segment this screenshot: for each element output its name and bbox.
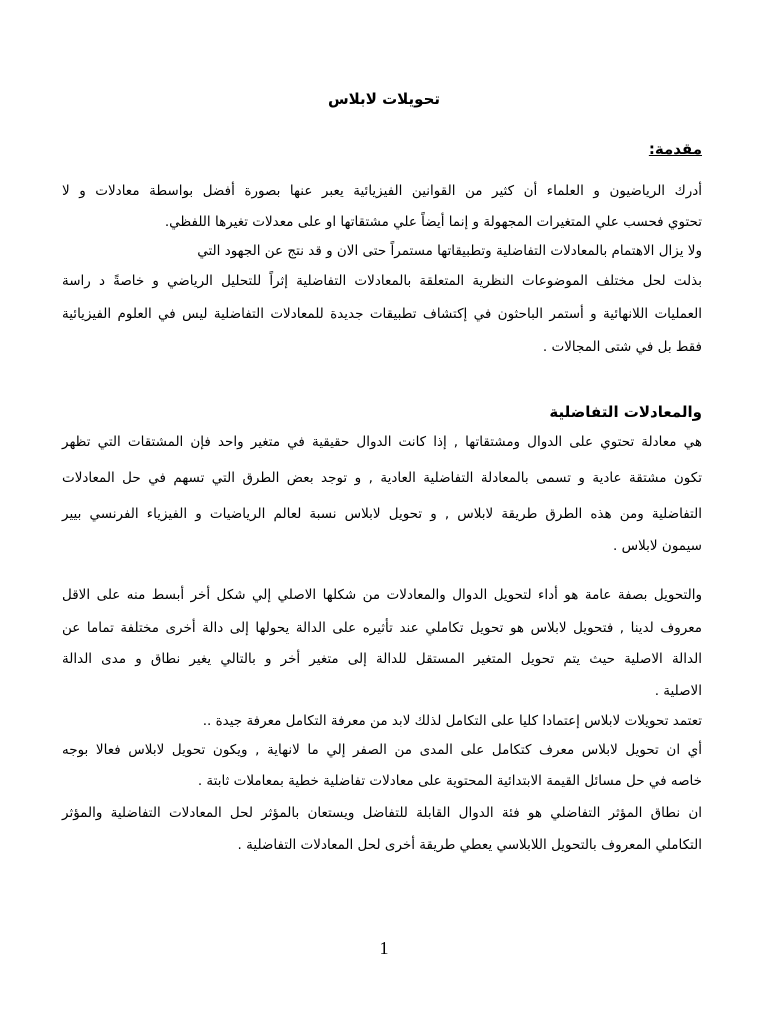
transform-line-6: أي ان تحويل لابلاس معرف كتكامل على المدى من الصفر إلي ما لانهاية , ويكون تحويل لابلاس فعالا بوجه [62, 742, 702, 758]
transform-line-1: والتحويل بصفة عامة هو أداء لتحويل الدوال والمعادلات من شكلها الاصلي إلي شكل أخر أبسط منه على الاقل [62, 587, 702, 603]
de-line-4: سيمون لابلاس . [613, 538, 702, 554]
transform-line-3: الدالة الاصلية حيث يتم تحويل المتغير المستقل للدالة إلى متغير أخر و بالتالي يغير نطاق و مدى الدالة [62, 651, 702, 667]
transform-line-9: التكاملي المعروف بالتحويل اللابلاسي يعطي طريقة أخرى لحل المعادلات التفاضلية . [237, 837, 702, 853]
intro-line-5: العمليات اللانهائية و أستمر الباحثون في إكتشاف تطبيقات جديدة للمعادلات التفاضلية ليس في العلوم الفيزيائية [62, 306, 702, 322]
intro-line-4: بذلت لحل مختلف الموضوعات النظرية المتعلقة بالمعادلات التفاضلية إثراً للتحليل الرياضي و خاصةً د راسة [62, 273, 702, 289]
page-title: تحويلات لابلاس [327, 90, 441, 108]
de-line-3: التفاضلية ومن هذه الطرق طريقة لابلاس , و تحويل لابلاس نسبة لعالم الرياضيات و الفيزياء الفرنسي بيير [62, 506, 702, 522]
transform-line-2: معروف لدينا , فتحويل لابلاس هو تحويل تكاملي عند تأثيره على الدالة يحولها إلى دالة أخرى مختلفة تماما عن [62, 620, 702, 636]
differential-equations-heading: والمعادلات التفاضلية [549, 403, 702, 421]
transform-line-8: ان نطاق المؤثر التفاضلي هو فئة الدوال القابلة للتفاضل ويستعان بالمؤثر لحل المعادلات التفاضلية والمؤثر [62, 805, 702, 821]
intro-line-2: تحتوي فحسب علي المتغيرات المجهولة و إنما أيضاً علي مشتقاتها او على معدلات تغيرها اللفظي. [164, 214, 702, 230]
transform-line-4: الاصلية . [654, 683, 702, 699]
intro-line-3: ولا يزال الاهتمام بالمعادلات التفاضلية وتطبيقاتها مستمراً حتى الان و قد نتج عن الجهود التي [197, 243, 702, 259]
intro-line-1: أدرك الرياضيون و العلماء أن كثير من القوانين الفيزيائية يعبر عنها بصورة أفضل بواسطة معادلات و لا [62, 183, 702, 199]
de-line-1: هي معادلة تحتوي على الدوال ومشتقاتها , إذا كانت الدوال حقيقية في متغير واحد فإن المشتقات التي تظهر [62, 434, 702, 450]
transform-line-7: خاصه في حل مسائل القيمة الابتدائية المحتوية على معادلات تفاضلية خطية بمعاملات ثابتة . [197, 773, 702, 789]
page-number: 1 [379, 938, 389, 958]
intro-line-6: فقط بل في شتى المجالات . [542, 339, 702, 355]
transform-line-5: تعتمد تحويلات لابلاس إعتمادا كليا على التكامل لذلك لابد من معرفة التكامل معرفة جيدة .. [202, 713, 702, 729]
intro-heading: مقدمة: [648, 140, 702, 158]
de-line-2: تكون مشتقة عادية و تسمى بالمعادلة التفاضلية العادية , و توجد بعض الطرق التي تسهم في حل المعادلات [62, 470, 702, 486]
